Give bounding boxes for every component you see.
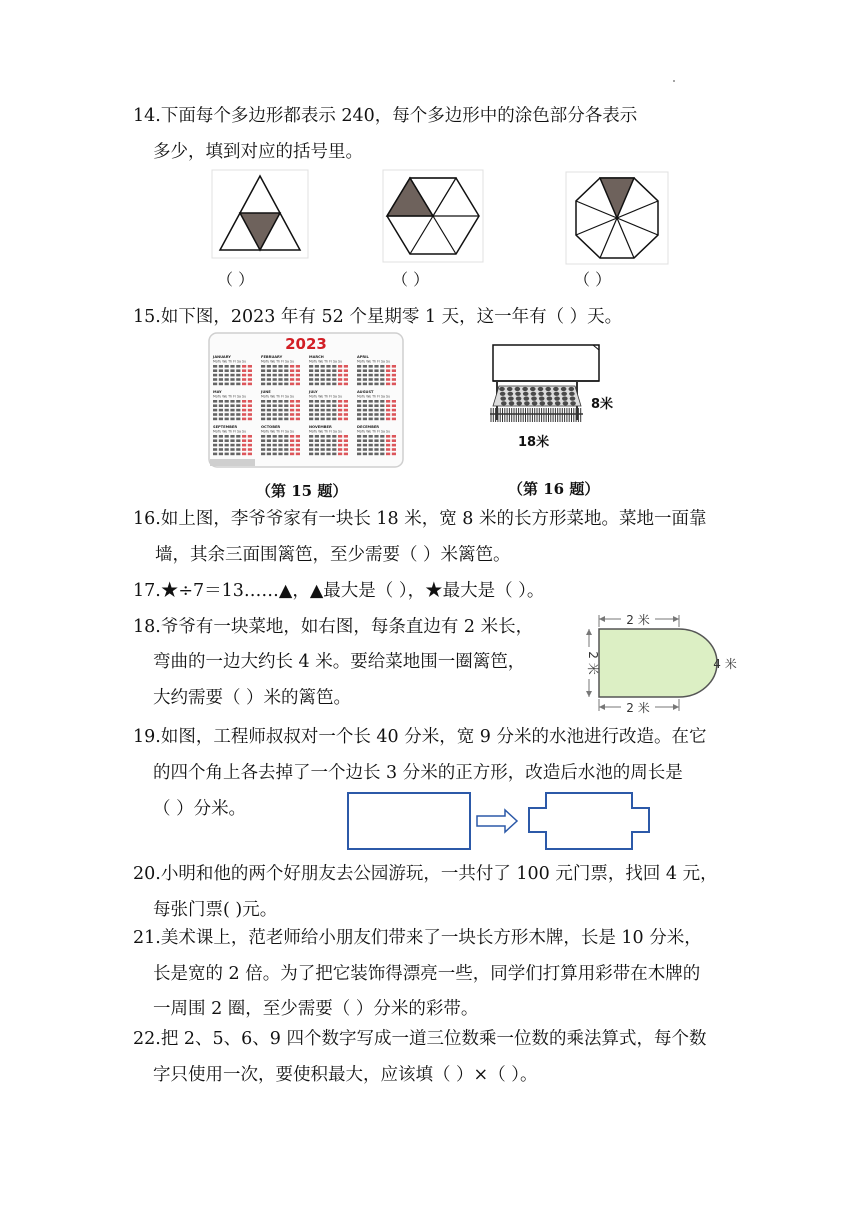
pool-modified xyxy=(529,793,649,849)
q15-line1: 15.如下图，2023 年有 52 个星期零 1 天，这一年有（ ）天。 xyxy=(133,307,623,327)
garden-length-label: 18米 xyxy=(518,435,550,450)
curved-garden-figure xyxy=(577,611,747,715)
q18-line2: 弯曲的一边大约长 4 米。要给菜地围一圈篱笆， xyxy=(153,652,526,672)
calendar-month-name: OCTOBER xyxy=(261,425,281,429)
q20-line2: 每张门票( )元。 xyxy=(153,900,278,920)
calendar-weekday-header: MoTu We Th Fr Sa Su xyxy=(213,394,247,399)
curved-garden-top-label: 2 米 xyxy=(626,613,650,627)
curved-garden-curve-label: 4 米 xyxy=(713,657,737,671)
q16-line1: 16.如上图，李爷爷家有一块长 18 米，宽 8 米的长方形菜地。菜地一面靠 xyxy=(133,509,707,529)
pool-figure xyxy=(345,790,657,852)
calendar-weekday-header: MoTu We Th Fr Sa Su xyxy=(213,429,247,434)
pool-original xyxy=(348,793,470,849)
calendar-weekday-header: MoTu We Th Fr Sa Su xyxy=(261,429,295,434)
calendar-month-name: JUNE xyxy=(261,390,271,394)
calendar-month-name: NOVEMBER xyxy=(309,425,332,429)
calendar-month-name: SEPTEMBER xyxy=(213,425,238,429)
q21-line2: 长是宽的 2 倍。为了把它装饰得漂亮一些，同学们打算用彩带在木牌的 xyxy=(153,964,701,984)
q19-line1: 19.如图，工程师叔叔对一个长 40 分米，宽 9 分米的水池进行改造。在它 xyxy=(133,727,707,747)
q19-line2: 的四个角上各去掉了一个边长 3 分米的正方形，改造后水池的周长是 xyxy=(153,763,683,783)
calendar-month-name: JANUARY xyxy=(213,355,231,359)
q20-line1: 20.小明和他的两个好朋友去公园游玩，一共付了 100 元门票，找回 4 元， xyxy=(133,864,718,884)
calendar-weekday-header: MoTu We Th Fr Sa Su xyxy=(309,394,343,399)
q21-line1: 21.美术课上，范老师给小朋友们带来了一块长方形木牌，长是 10 分米， xyxy=(133,928,702,948)
calendar-month-name: APRIL xyxy=(357,355,369,359)
wall xyxy=(493,345,599,381)
q14-blank-1: （ ） xyxy=(217,270,255,289)
q19-line3: （ ）分米。 xyxy=(153,799,247,819)
q22-line2: 字只使用一次，要使积最大，应该填（ ）×（ ）。 xyxy=(153,1065,538,1085)
curved-garden-bottom-label: 2 米 xyxy=(626,701,650,715)
hexagon-figure xyxy=(383,170,483,262)
calendar-month-name: AUGUST xyxy=(357,390,374,394)
calendar-month-name: DECEMBER xyxy=(357,425,380,429)
q16-line2: 墙，其余三面围篱笆，至少需要（ ）米篱笆。 xyxy=(155,545,511,565)
transform-arrow xyxy=(477,810,517,832)
garden-width-label: 8米 xyxy=(591,397,614,412)
q14-blank-3: （ ） xyxy=(574,270,612,289)
q21-line3: 一周围 2 圈，至少需要（ ）分米的彩带。 xyxy=(153,999,479,1019)
q18-line3: 大约需要（ ）米的篱笆。 xyxy=(153,688,352,708)
q14-blank-2: （ ） xyxy=(392,270,430,289)
q14-line1: 14.下面每个多边形都表示 240，每个多边形中的涂色部分各表示 xyxy=(133,106,638,126)
calendar-year: 2023 xyxy=(285,335,327,353)
triangle-figure xyxy=(212,170,308,258)
q18-line1: 18.爷爷有一块菜地，如右图，每条直边有 2 米长， xyxy=(133,617,534,637)
calendar-month-name: FEBRUARY xyxy=(261,355,283,359)
vegetable-garden-figure xyxy=(488,344,614,452)
calendar-weekday-header: MoTu We Th Fr Sa Su xyxy=(213,359,247,364)
curved-garden-left-label: 2 米 xyxy=(586,651,600,675)
q14-line2: 多少，填到对应的括号里。 xyxy=(153,142,363,162)
calendar-weekday-header: MoTu We Th Fr Sa Su xyxy=(261,359,295,364)
calendar-month-name: MARCH xyxy=(309,355,324,359)
q15-caption: （第 15 题） xyxy=(256,482,348,500)
calendar-weekday-header: MoTu We Th Fr Sa Su xyxy=(309,359,343,364)
calendar-month-name: MAY xyxy=(213,390,222,394)
q17-line1: 17.★÷7＝13……▲，▲最大是（ ），★最大是（ ）。 xyxy=(133,581,545,601)
calendar-weekday-header: MoTu We Th Fr Sa Su xyxy=(357,359,391,364)
calendar-month-name: JULY xyxy=(309,390,318,394)
calendar-weekday-header: MoTu We Th Fr Sa Su xyxy=(357,429,391,434)
calendar-weekday-header: MoTu We Th Fr Sa Su xyxy=(261,394,295,399)
calendar-weekday-header: MoTu We Th Fr Sa Su xyxy=(309,429,343,434)
calendar-weekday-header: MoTu We Th Fr Sa Su xyxy=(357,394,391,399)
calendar-2023-figure xyxy=(208,332,404,468)
curved-garden-shape xyxy=(599,629,717,697)
q16-caption: （第 16 题） xyxy=(508,480,600,498)
octagon-figure xyxy=(566,172,668,264)
page-dot xyxy=(673,80,675,82)
q22-line1: 22.把 2、5、6、9 四个数字写成一道三位数乘一位数的乘法算式，每个数 xyxy=(133,1029,707,1049)
